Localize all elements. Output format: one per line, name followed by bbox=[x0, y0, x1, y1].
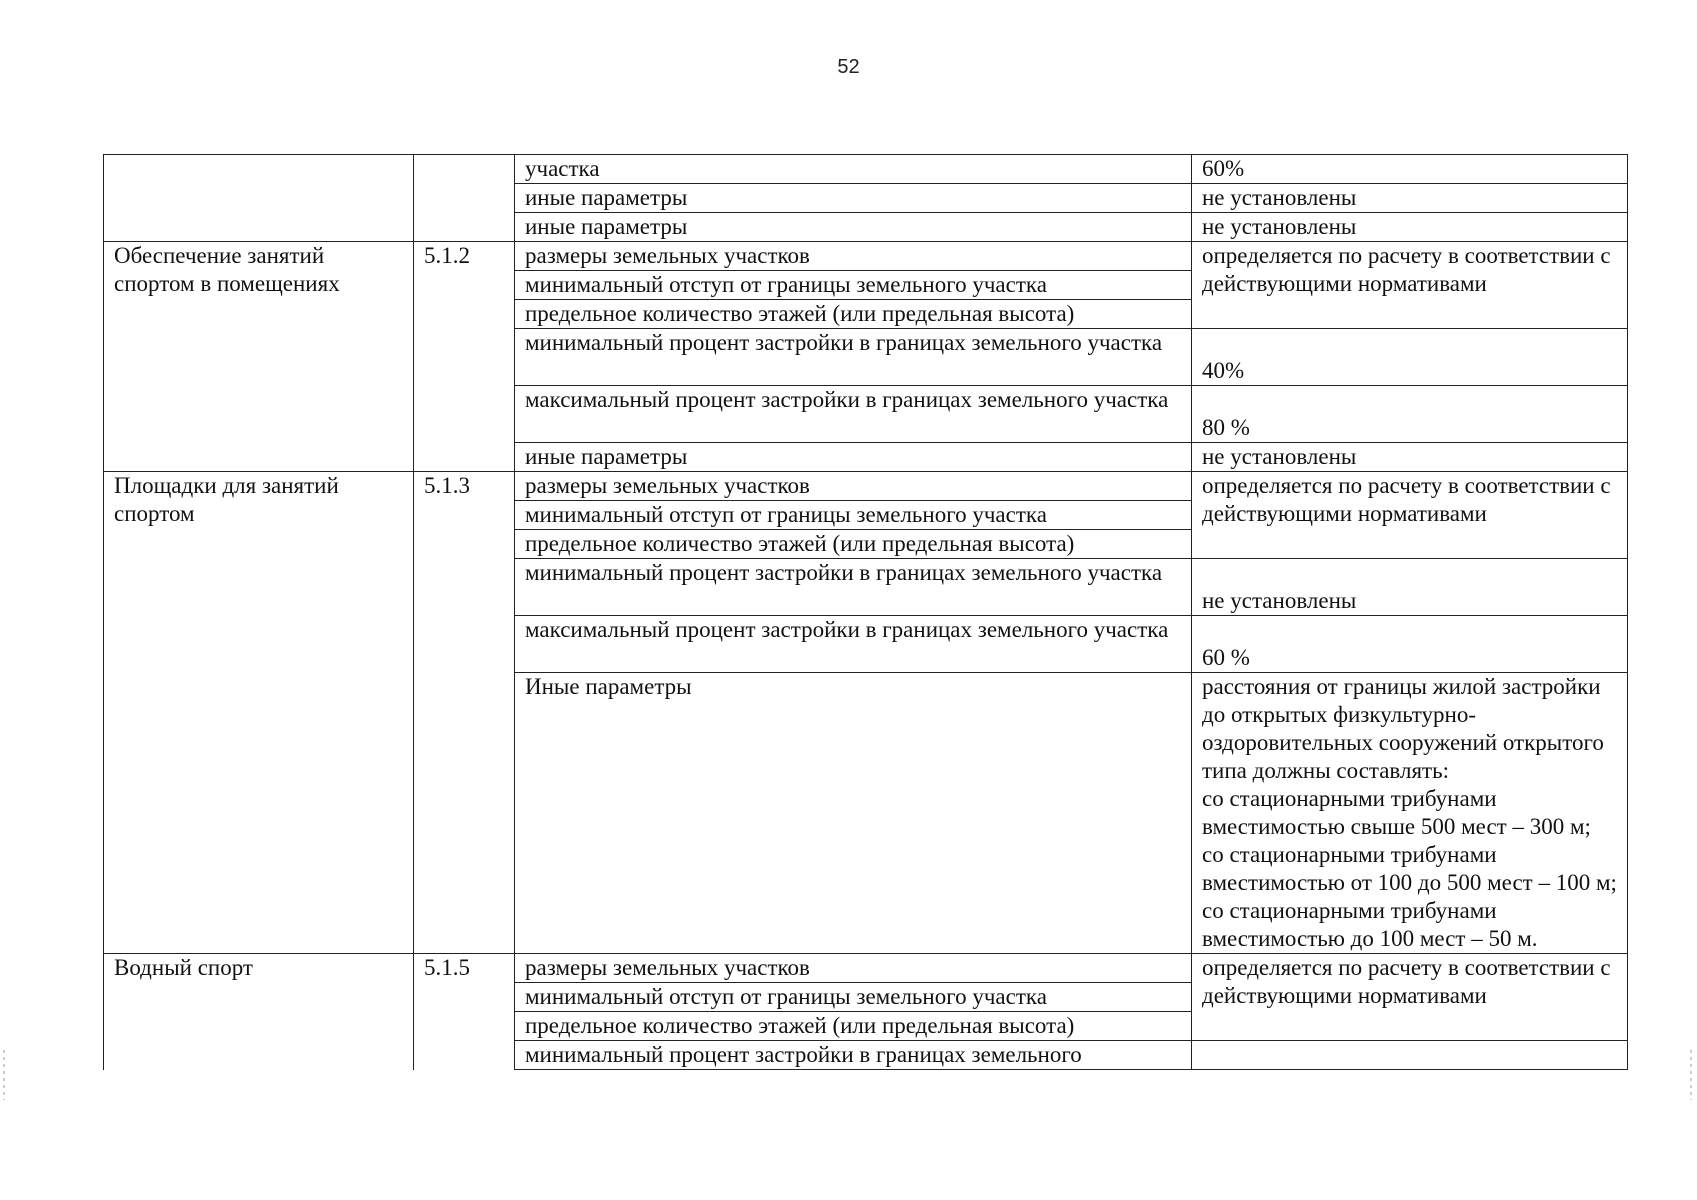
param-cell: размеры земельных участков bbox=[515, 954, 1192, 983]
value-cell: 60 % bbox=[1192, 616, 1628, 673]
land-use-parameters-table bbox=[103, 154, 1628, 1070]
table-row bbox=[104, 954, 1628, 983]
table-row bbox=[104, 155, 1628, 184]
value-cell: расстояния от границы жилой застройки до открытых физкультурно-оздоровительных сооружений открытого типа должны составлять: со стационарными трибунами вместимостью свыше 500 мест – 300 м; со стационарными трибунами вместимостью от 100 до 500 мест – 100 м; со стационарными трибунами вместимостью до 100 мест – 50 м. bbox=[1192, 673, 1628, 954]
page-number: 52 bbox=[837, 56, 860, 78]
value-cell: определяется по расчету в соответствии с действующими нормативами bbox=[1192, 242, 1628, 329]
param-cell: предельное количество этажей (или предельная высота) bbox=[515, 530, 1192, 559]
value-cell: не установлены bbox=[1192, 559, 1628, 616]
use-type-name: Обеспечение занятий спортом в помещениях bbox=[104, 242, 414, 472]
table-row bbox=[104, 242, 1628, 271]
param-cell: Иные параметры bbox=[515, 673, 1192, 954]
param-cell: максимальный процент застройки в границах земельного участка bbox=[515, 616, 1192, 673]
value-cell: не установлены bbox=[1192, 443, 1628, 472]
param-cell: максимальный процент застройки в границах земельного участка bbox=[515, 386, 1192, 443]
param-cell: минимальный процент застройки в границах земельного участка bbox=[515, 329, 1192, 386]
value-cell: определяется по расчету в соответствии с действующими нормативами bbox=[1192, 954, 1628, 1041]
param-cell: участка bbox=[515, 155, 1192, 184]
param-cell: минимальный отступ от границы земельного участка bbox=[515, 983, 1192, 1012]
param-cell: минимальный отступ от границы земельного участка bbox=[515, 501, 1192, 530]
value-cell: 60% bbox=[1192, 155, 1628, 184]
param-cell: размеры земельных участков bbox=[515, 242, 1192, 271]
param-cell: предельное количество этажей (или предельная высота) bbox=[515, 1012, 1192, 1041]
value-cell bbox=[1192, 1041, 1628, 1070]
value-cell: 80 % bbox=[1192, 386, 1628, 443]
use-type-name: Площадки для занятий спортом bbox=[104, 472, 414, 954]
param-cell: иные параметры bbox=[515, 213, 1192, 242]
continued-name-cell bbox=[104, 155, 414, 242]
param-cell: минимальный процент застройки в границах земельного bbox=[515, 1041, 1192, 1070]
continued-code-cell bbox=[414, 155, 515, 242]
value-cell: определяется по расчету в соответствии с действующими нормативами bbox=[1192, 472, 1628, 559]
use-type-code: 5.1.2 bbox=[414, 242, 515, 472]
table-row bbox=[104, 472, 1628, 501]
use-type-code: 5.1.3 bbox=[414, 472, 515, 954]
value-cell: не установлены bbox=[1192, 184, 1628, 213]
param-cell: предельное количество этажей (или предельная высота) bbox=[515, 300, 1192, 329]
param-cell: иные параметры bbox=[515, 184, 1192, 213]
param-cell: иные параметры bbox=[515, 443, 1192, 472]
scan-edge-mark-right bbox=[1689, 1050, 1693, 1100]
use-type-code: 5.1.5 bbox=[414, 954, 515, 1070]
param-cell: минимальный процент застройки в границах земельного участка bbox=[515, 559, 1192, 616]
scan-edge-mark-left bbox=[2, 1050, 6, 1100]
value-cell: 40% bbox=[1192, 329, 1628, 386]
param-cell: минимальный отступ от границы земельного участка bbox=[515, 271, 1192, 300]
param-cell: размеры земельных участков bbox=[515, 472, 1192, 501]
use-type-name: Водный спорт bbox=[104, 954, 414, 1070]
value-cell: не установлены bbox=[1192, 213, 1628, 242]
